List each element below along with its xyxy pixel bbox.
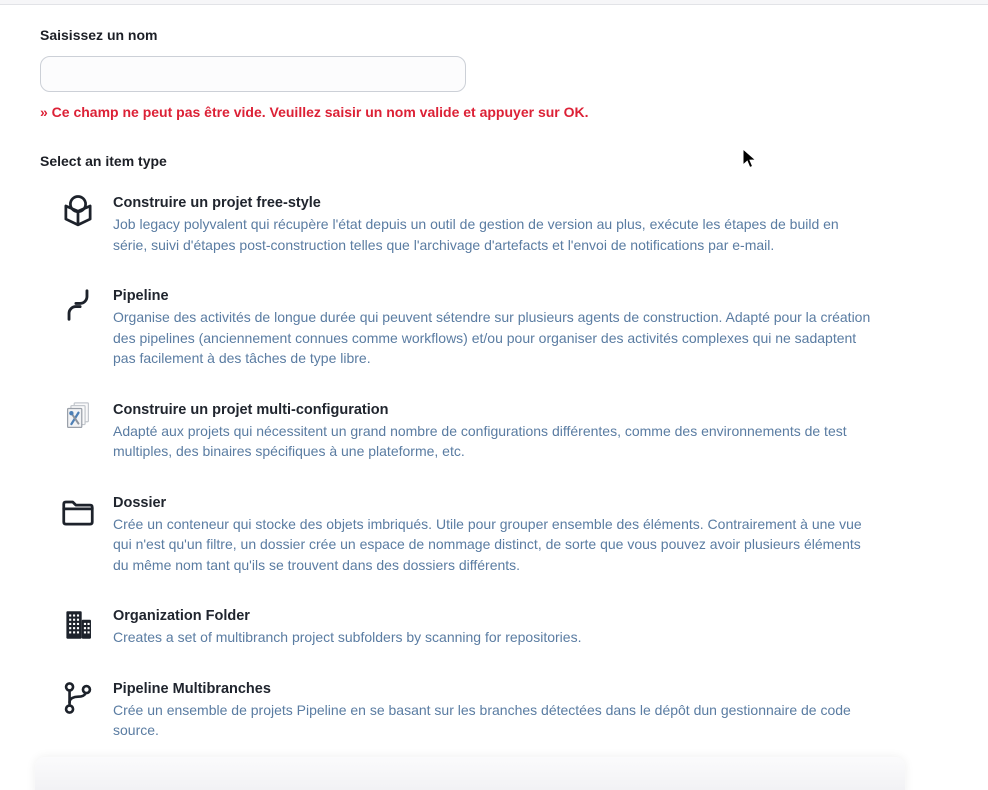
item-type-title: Construire un projet free-style — [113, 195, 321, 211]
item-type-option[interactable] — [58, 193, 988, 255]
item-type-title: Organization Folder — [113, 608, 250, 624]
folder-icon — [58, 493, 98, 533]
item-type-description: Job legacy polyvalent qui récupère l'état depuis un outil de gestion de version au plus, exécute les étapes de build en série, suivi d'étapes post-construction telles que l'archivage d'artefacts et l'envoi de notifications par e-mail. — [113, 216, 839, 253]
item-type-title: Pipeline Multibranches — [113, 680, 271, 697]
validation-error-message: » Ce champ ne peut pas être vide. Veuillez saisir un nom valide et appuyer sur OK. — [40, 104, 589, 120]
item-type-title: Pipeline — [113, 288, 169, 304]
item-type-description: Organise des activités de longue durée qui peuvent sétendre sur plusieurs agents de construction. Adapté pour la création des pipelines (anciennement connues comme workflows) et/ou pour organiser des activités complexes qui ne sadaptent pas facilement à des tâches de type libre. — [113, 309, 871, 366]
item-type-description: Crée un conteneur qui stocke des objets imbriqués. Utile pour grouper ensemble des éléments. Contrairement à une vue qui n'est qu'un filtre, un dossier crée un espace de nommage distinct, de sorte que vous pouvez avoir plusieurs éléments du même nom tant qu'ils se trouvent dans des dossiers différents. — [113, 515, 862, 573]
freestyle-project-icon — [58, 193, 98, 233]
organization-folder-icon — [58, 606, 98, 646]
item-type-heading: Select an item type — [40, 153, 167, 169]
multi-configuration-icon — [58, 400, 98, 440]
item-type-description: Creates a set of multibranch project subfolders by scanning for repositories. — [113, 629, 582, 645]
multibranch-pipeline-icon — [58, 679, 98, 719]
new-item-form — [0, 5, 988, 741]
item-type-option[interactable] — [58, 286, 988, 369]
item-type-description: Crée un ensemble de projets Pipeline en se basant sur les branches détectées dans le dépôt dun gestionnaire de code source. — [113, 701, 851, 738]
item-type-option[interactable] — [58, 606, 988, 648]
item-type-list — [40, 193, 988, 741]
item-type-title: Dossier — [113, 494, 167, 511]
item-type-title: Construire un projet multi-configuration — [113, 401, 389, 418]
item-type-option[interactable] — [58, 679, 988, 741]
pipeline-icon — [58, 286, 98, 326]
item-type-option[interactable] — [58, 493, 988, 576]
item-name-input[interactable] — [40, 56, 466, 92]
item-type-description: Adapté aux projets qui nécessitent un grand nombre de configurations différentes, comme des environnements de test multiples, des binaires spécifiques à une plateforme, etc. — [113, 422, 847, 459]
name-field-label: Saisissez un nom — [40, 27, 158, 43]
item-type-option[interactable] — [58, 400, 988, 462]
footer-action-bar — [35, 757, 905, 790]
